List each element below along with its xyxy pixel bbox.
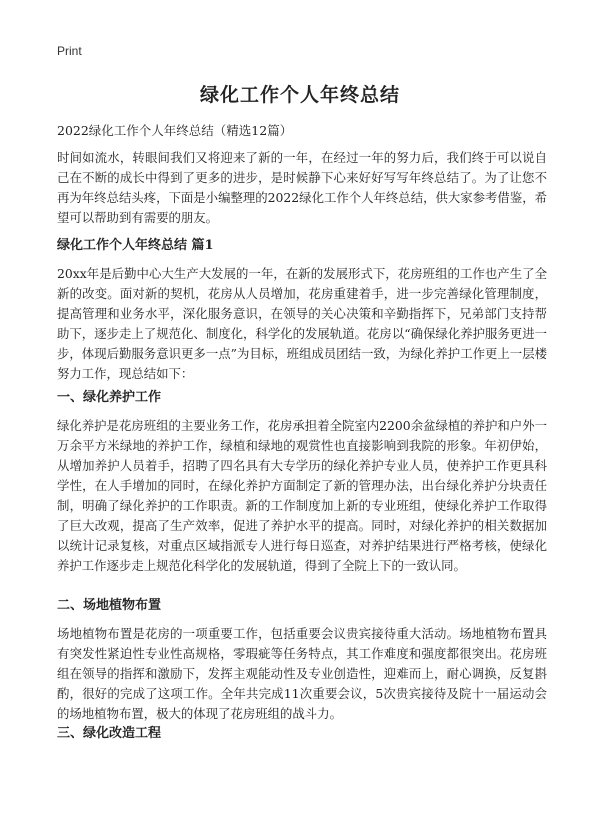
section-intro-paragraph: 20xx年是后勤中心大生产大发展的一年，在新的发展形式下，花房班组的工作也产生了全新的改变。面对新的契机，花房从人员增加，花房重建着手，进一步完善绿化管理制度，提高管理和业务水平，深化服务意识，在领导的关心决策和辛勤指挥下，兄弟部门支持帮助下，逐步走上了规范化、制度化，科学化的发展轨道。花房以“确保绿化养护服务更进一步，体现后勤服务意识更多一点”为目标，班组成员团结一致，为绿化养护工作更上一层楼努力工作，现总结如下： (57, 266, 547, 381)
print-link[interactable]: Print (57, 44, 82, 58)
venue-plants-paragraph: 场地植物布置是花房的一项重要工作，包括重要会议贵宾接待重大活动。场地植物布置具有突发性紧迫性专业性高规格，零瑕疵等任务特点，其工作难度和强度都很突出。花房班组在领导的指挥和激励下，发挥主观能动性及专业创造性，迎难而上，耐心调换，反复斟酌，很好的完成了这项工作。全年共完成11次重要会议，5次贵宾接待及院十一届运动会的场地植物布置，极大的体现了花房班组的战斗力。 (57, 626, 547, 721)
heading-greening-renovation: 三、绿化改造工程 (57, 726, 162, 741)
greening-maintenance-paragraph: 绿化养护是花房班组的主要业务工作，花房承担着全院室内2200余盆绿植的养护和户外一万余平方米绿地的养护工作，绿植和绿地的观赏性也直接影响到我院的形象。年初伊始，从增加养护人员着手，招聘了四名具有大专学历的绿化养护专业人员，使养护工作更具科学性，在人手增加的同时，在绿化养护方面制定了新的管理办法，出台绿化养护分块责任制，明确了绿化养护的工作职责。新的工作制度加上新的专业班组，使绿化养护工作取得了巨大改观，提高了生产效率，促进了养护水平的提高。同时，对绿化养护的相关数据加以统计记录复核，对重点区域指派专人进行每日巡查，对养护结果进行严格考核，使绿化养护工作逐步走上规范化科学化的发展轨道，得到了全院上下的一致认同。 (57, 418, 547, 573)
page-title: 绿化工作个人年终总结 (199, 84, 400, 106)
document-subtitle: 2022绿化工作个人年终总结（精选12篇） (57, 123, 293, 138)
heading-greening-maintenance: 一、绿化养护工作 (57, 390, 162, 405)
section-title: 绿化工作个人年终总结 篇1 (57, 238, 214, 253)
heading-venue-plants: 二、场地植物布置 (57, 598, 162, 613)
intro-paragraph: 时间如流水，转眼间我们又将迎来了新的一年，在经过一年的努力后，我们终于可以说自己在不断的成长中得到了更多的进步，是时候静下心来好好写写年终总结了。为了让您不再为年终总结头疼，下面是小编整理的2022绿化工作个人年终总结，供大家参考借鉴，希望可以帮助到有需要的朋友。 (57, 150, 547, 225)
